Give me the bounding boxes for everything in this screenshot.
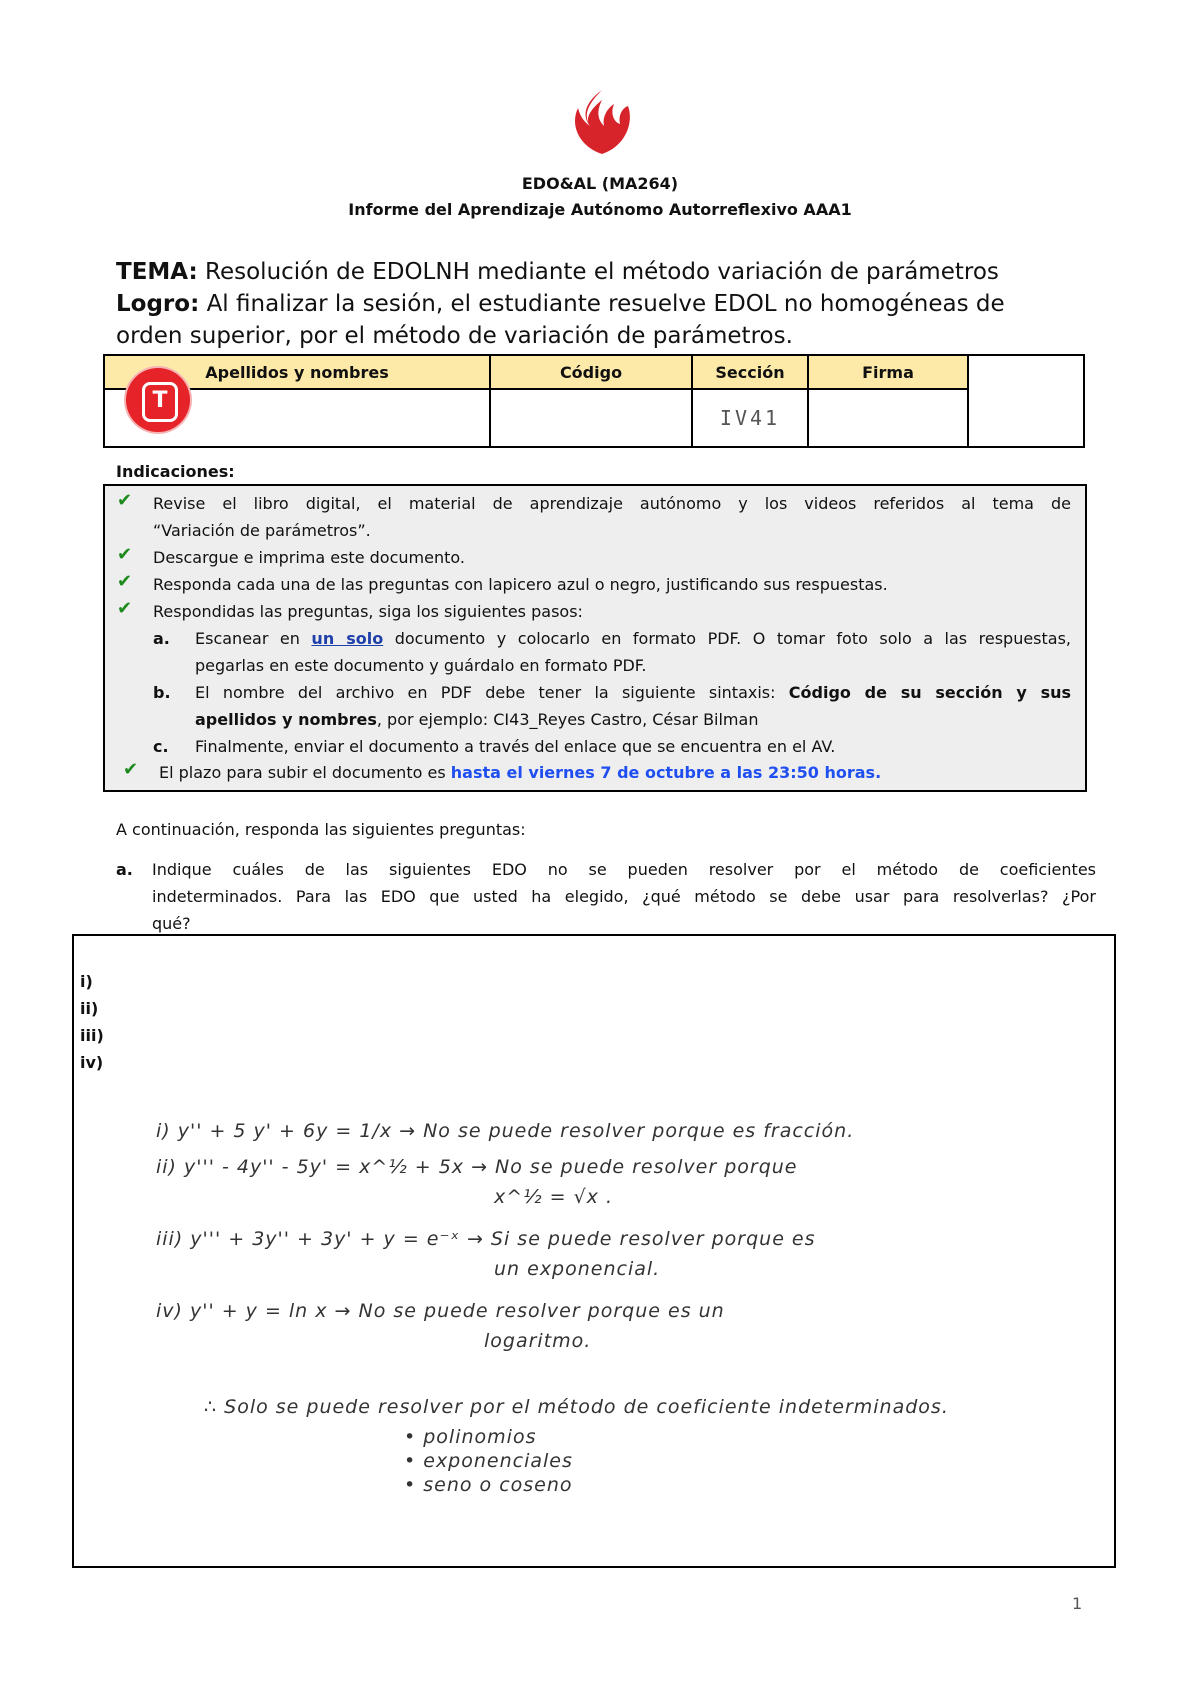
answer-label-iv: iv)	[80, 1053, 104, 1072]
seccion-value: IV41	[719, 406, 781, 430]
step-a-label: a.	[153, 629, 170, 648]
answer-label-i: i)	[80, 972, 93, 991]
report-title: Informe del Aprendizaje Autónomo Autorreflexivo AAA1	[348, 200, 852, 219]
blank-cell	[968, 355, 1084, 447]
step-a	[195, 625, 1071, 652]
step-b-bold: Código de su sección y sus	[788, 683, 1072, 702]
indicacion-2: Descargue e imprima este documento.	[153, 548, 465, 567]
indicacion-4: Respondidas las preguntas, siga los siguientes pasos:	[153, 602, 583, 621]
indicaciones-label: Indicaciones:	[116, 462, 235, 481]
answer-label-iii: iii)	[80, 1026, 104, 1045]
university-logo-icon	[568, 86, 636, 158]
step-b-pre: El nombre del archivo en PDF debe tener la siguiente sintaxis:	[195, 683, 776, 702]
header-firma: Firma	[808, 355, 968, 389]
check-icon: ✔	[117, 571, 133, 592]
step-c-label: c.	[153, 737, 169, 756]
indicacion-1: Revise el libro digital, el material de aprendizaje autónomo y los videos referidos al tema de	[153, 494, 1071, 513]
question-a-line1: Indique cuáles de las siguientes EDO no se pueden resolver por el método de coeficientes	[152, 860, 1096, 879]
handwritten-answer-i: i) y'' + 5 y' + 6y = 1/x → No se puede resolver porque es fracción.	[156, 1120, 855, 1142]
bullet-1-text: polinomios	[423, 1426, 537, 1448]
firma-field[interactable]	[808, 389, 968, 447]
handwritten-bullet-1: • polinomios	[404, 1426, 537, 1448]
handwritten-answer-iii-cont: un exponencial.	[494, 1258, 661, 1280]
handwritten-answer-ii: ii) y''' - 4y'' - 5y' = x^½ + 5x → No se puede resolver porque	[156, 1156, 798, 1178]
app-badge-icon[interactable]	[126, 368, 190, 432]
tema-label: TEMA:	[116, 259, 198, 285]
header-codigo: Código	[490, 355, 692, 389]
question-a-line2: indeterminados. Para las EDO que usted ha elegido, ¿qué método se debe usar para resolverlas? ¿Por	[152, 887, 1096, 906]
header-seccion: Sección	[692, 355, 808, 389]
codigo-field[interactable]	[490, 389, 692, 447]
answer-label-ii: ii)	[80, 999, 99, 1018]
logro-text: Al finalizar la sesión, el estudiante resuelve EDOL no homogéneas de orden superior, por el método de variación de parámetros.	[116, 291, 1005, 349]
check-icon: ✔	[117, 490, 133, 511]
step-b-cont-text: , por ejemplo: CI43_Reyes Castro, César Bilman	[376, 710, 759, 729]
logro-label: Logro:	[116, 291, 200, 317]
indicacion-3: Responda cada una de las preguntas con lapicero azul o negro, justificando sus respuestas.	[153, 575, 888, 594]
handwritten-answer-iv: iv) y'' + y = ln x → No se puede resolver porque es un	[156, 1300, 725, 1322]
badge-letter: T	[142, 382, 178, 422]
questions-intro: A continuación, responda las siguientes preguntas:	[116, 820, 526, 839]
indicacion-5	[159, 759, 881, 786]
handwritten-bullet-2: • exponenciales	[404, 1450, 573, 1472]
question-a-label: a.	[116, 860, 133, 879]
seccion-field[interactable]	[692, 389, 808, 447]
handwritten-conclusion: ∴ Solo se puede resolver por el método de coeficiente indeterminados.	[204, 1396, 949, 1418]
step-b-label: b.	[153, 683, 171, 702]
topic-block	[116, 256, 1076, 352]
course-title: EDO&AL (MA264)	[521, 174, 679, 193]
handwritten-bullet-3: • seno o coseno	[404, 1474, 573, 1496]
un-solo-link[interactable]: un solo	[311, 629, 384, 648]
handwritten-answer-ii-cont: x^½ = √x .	[494, 1186, 614, 1208]
header-apellidos: Apellidos y nombres	[104, 355, 490, 389]
deadline-text: hasta el viernes 7 de octubre a las 23:50 horas.	[450, 763, 882, 782]
step-b-cont-bold: apellidos y nombres	[195, 710, 377, 729]
handwritten-answer-iii: iii) y''' + 3y'' + 3y' + y = e⁻ˣ → Si se puede resolver porque es	[156, 1228, 816, 1250]
tema-text: Resolución de EDOLNH mediante el método variación de parámetros	[205, 259, 999, 285]
bullet-3-text: seno o coseno	[423, 1474, 573, 1496]
step-a-cont: pegarlas en este documento y guárdalo en formato PDF.	[195, 656, 647, 675]
step-a-pre: Escanear en	[195, 629, 300, 648]
student-info-table	[103, 354, 1085, 448]
step-b	[195, 679, 1071, 706]
page-number: 1	[1072, 1594, 1083, 1613]
check-icon: ✔	[123, 759, 139, 780]
indicaciones-box	[103, 484, 1087, 792]
question-a-line3: qué?	[152, 914, 191, 933]
deadline-pre: El plazo para subir el documento es	[159, 763, 446, 782]
answer-box[interactable]	[72, 934, 1116, 1568]
indicacion-1-cont: “Variación de parámetros”.	[153, 521, 371, 540]
bullet-2-text: exponenciales	[423, 1450, 573, 1472]
step-a-post: documento y colocarlo en formato PDF. O tomar foto solo a las respuestas,	[394, 629, 1072, 648]
step-b-cont	[195, 706, 758, 733]
check-icon: ✔	[117, 544, 133, 565]
step-c: Finalmente, enviar el documento a través del enlace que se encuentra en el AV.	[195, 737, 836, 756]
handwritten-answer-iv-cont: logaritmo.	[484, 1330, 592, 1352]
check-icon: ✔	[117, 598, 133, 619]
